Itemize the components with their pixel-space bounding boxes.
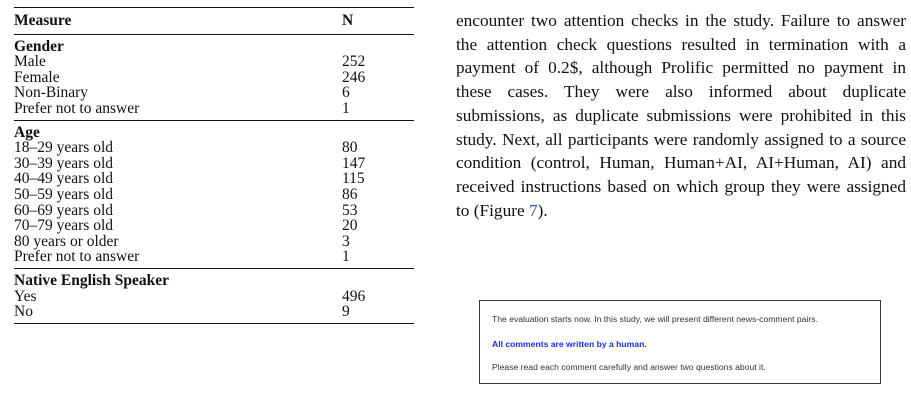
row-count: 20 — [342, 217, 358, 235]
row-label: Prefer not to answer — [14, 248, 140, 266]
row-count: 3 — [342, 232, 350, 250]
table-row — [14, 171, 414, 187]
table-row — [14, 70, 414, 86]
row-label: 40–49 years old — [14, 170, 114, 188]
table-row — [14, 140, 414, 156]
table-row — [14, 289, 414, 305]
row-count: 53 — [342, 201, 358, 219]
row-count: 1 — [342, 248, 350, 266]
row-label: 60–69 years old — [14, 201, 114, 219]
row-label: 80 years or older — [14, 232, 119, 250]
row-label: 50–59 years old — [14, 185, 114, 203]
row-label: 18–29 years old — [14, 139, 114, 157]
row-count: 147 — [342, 154, 366, 172]
section-gender — [14, 34, 414, 120]
table-row — [14, 234, 414, 250]
row-count: 496 — [342, 287, 366, 305]
row-count: 9 — [342, 303, 350, 321]
row-count: 252 — [342, 53, 366, 71]
instruction-box-figure — [479, 300, 881, 384]
instruction-line-3: Please read each comment carefully and answer two questions about it. — [492, 362, 766, 372]
row-label: Male — [14, 53, 46, 71]
demographics-table-container — [14, 7, 414, 324]
section-age — [14, 120, 414, 268]
table-row — [14, 203, 414, 219]
row-count: 246 — [342, 68, 366, 86]
header-n: N — [342, 12, 354, 29]
table-row — [14, 218, 414, 234]
table-row — [14, 187, 414, 203]
row-label: Prefer not to answer — [14, 99, 140, 117]
table-row — [14, 101, 414, 120]
instruction-line-2: All comments are written by a human. — [492, 339, 647, 349]
section-native-english — [14, 268, 414, 323]
table-row — [14, 249, 414, 268]
section-title: Age — [14, 123, 40, 141]
table-row — [14, 156, 414, 172]
row-label: Non-Binary — [14, 84, 89, 102]
table-row — [14, 304, 414, 323]
section-title: Gender — [14, 37, 64, 55]
table-header-row — [14, 8, 414, 35]
paragraph-text: encounter two attention checks in the study. Failure to answer the attention check questions resulted in termination with a payment of 0.2$, although Prolific permitted no payment in these cases. They were also informed about duplicate submissions, as duplicate submissions were prohibited in this study. Next, all participants were randomly assigned to a source condition (control, Human, Human+AI, AI+Human, AI) and received instructions based on which group they were assigned to (Figure — [456, 11, 906, 220]
row-label: 30–39 years old — [14, 154, 114, 172]
row-label: 70–79 years old — [14, 217, 114, 235]
demographics-table — [14, 7, 414, 324]
row-count: 80 — [342, 139, 358, 157]
paragraph-text-end: ). — [537, 200, 548, 220]
row-count: 86 — [342, 185, 358, 203]
table-row — [14, 54, 414, 70]
row-label: Female — [14, 68, 60, 86]
header-measure: Measure — [14, 12, 72, 29]
figure-reference-link[interactable]: 7 — [528, 200, 538, 220]
row-label: No — [14, 303, 33, 321]
body-paragraph — [456, 9, 906, 222]
row-count: 6 — [342, 84, 350, 102]
instruction-line-1: The evaluation starts now. In this study, we will present different news-comment pairs. — [492, 314, 818, 324]
section-title: Native English Speaker — [14, 271, 170, 289]
row-count: 115 — [342, 170, 365, 188]
row-count: 1 — [342, 99, 350, 117]
table-row — [14, 85, 414, 101]
row-label: Yes — [14, 287, 37, 305]
